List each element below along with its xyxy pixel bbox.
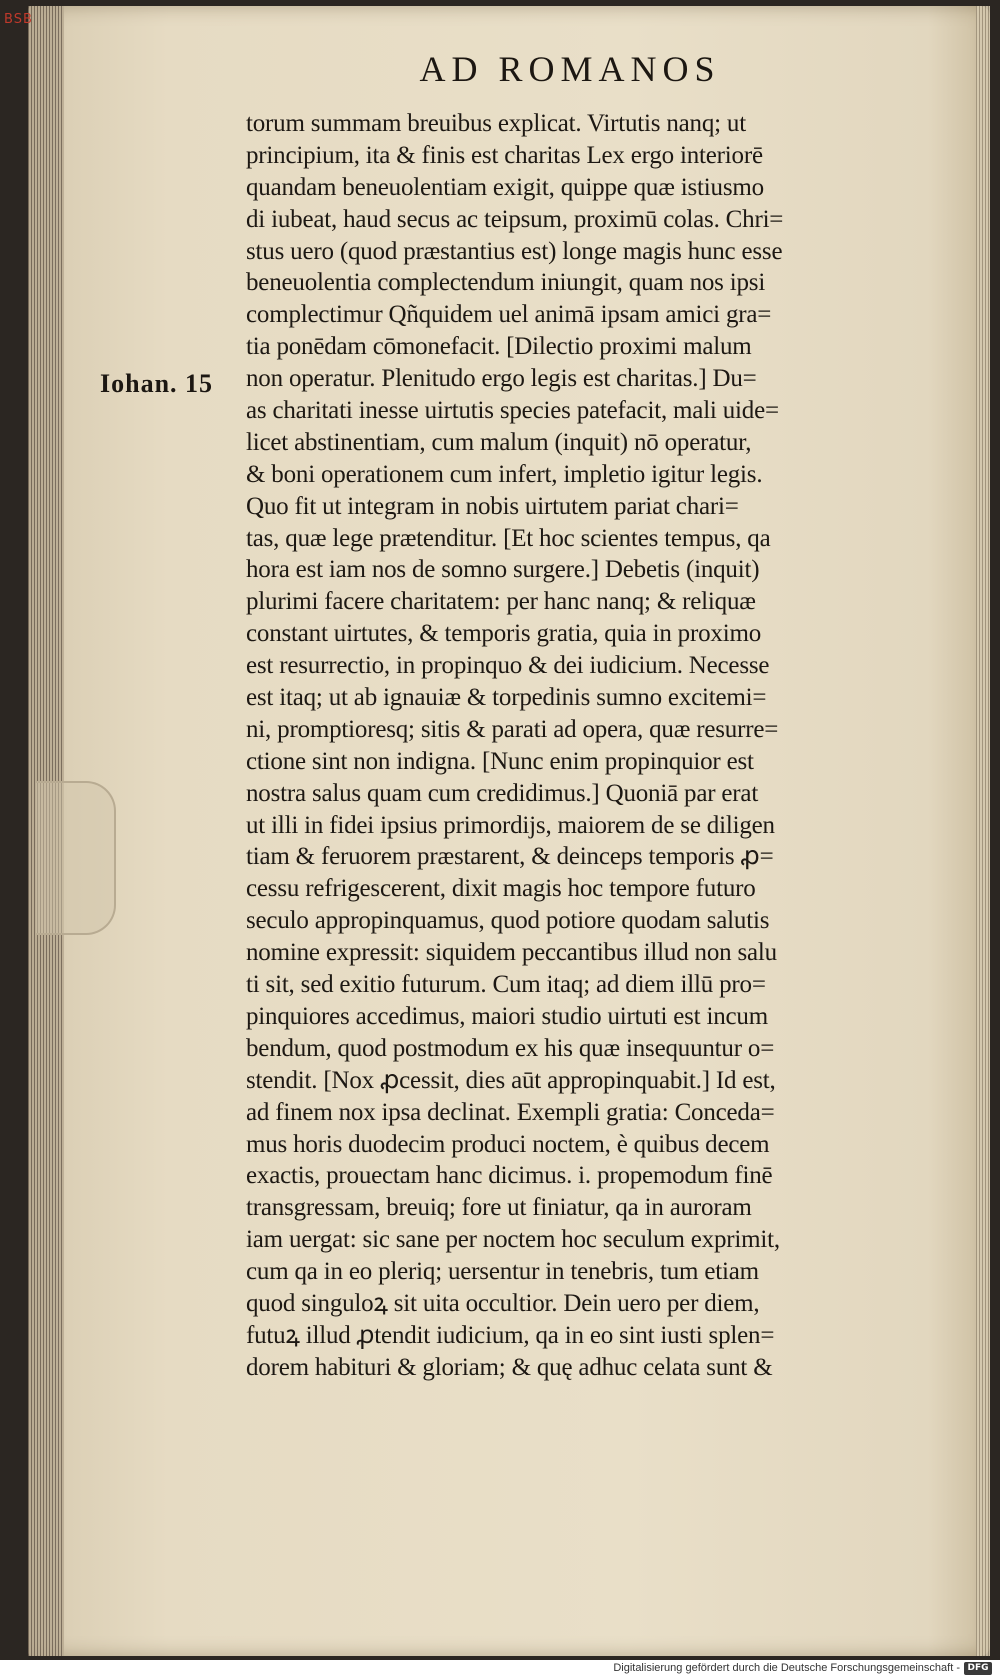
library-stamp: BSB (4, 12, 33, 27)
text-line: seculo appropinquamus, quod potiore quodam salutis (246, 907, 770, 935)
text-line: non operatur. Plenitudo ergo legis est charitas.] Du= (246, 365, 757, 393)
text-line: licet abstinentiam, cum malum (inquit) nō operatur, (246, 428, 752, 456)
text-line: Quo fit ut integram in nobis uirtutem pariat chari= (246, 492, 739, 520)
text-line: cum qa in eo pleriq; uersentur in tenebris, tum etiam (246, 1258, 759, 1286)
dfg-logo: DFG (964, 1662, 992, 1675)
text-line: principium, ita & finis est charitas Lex ergo interiorē (246, 141, 763, 169)
text-line: tia ponēdam cōmonefacit. [Dilectio proximi malum (246, 333, 752, 361)
text-line: stendit. [Nox ꝓcessit, dies aūt appropinquabit.] Id est, (246, 1066, 776, 1094)
text-line: ctione sint non indigna. [Nunc enim propinquior est (246, 747, 754, 775)
text-line: nostra salus quam cum credidimus.] Quoniā par erat (246, 779, 759, 807)
text-line: tiam & feruorem præstarent, & deinceps temporis ꝓ= (246, 843, 774, 871)
text-line: nomine expressit: siquidem peccantibus illud non salu (246, 939, 777, 967)
text-line: est resurrectio, in propinquo & dei iudicium. Necesse (246, 652, 770, 680)
text-line: ti sit, sed exitio futurum. Cum itaq; ad diem illū pro= (246, 971, 766, 999)
marginal-note: Iohan. 15 (100, 369, 214, 398)
text-line: ad finem nox ipsa declinat. Exempli gratia: Conceda= (246, 1098, 775, 1126)
text-line: constant uirtutes, & temporis gratia, quia in proximo (246, 620, 761, 648)
text-line: transgressam, breuiq; fore ut finiatur, qa in auroram (246, 1194, 752, 1222)
text-line: ut illi in fidei ipsius primordijs, maiorem de se diligen (246, 811, 775, 839)
text-line: bendum, quod postmodum ex his quæ insequuntur o= (246, 1034, 775, 1062)
footer-credit: Digitalisierung gefördert durch die Deutsche Forschungsgemeinschaft - (613, 1662, 960, 1674)
text-line: tas, quæ lege prætenditur. [Et hoc scientes tempus, qa (246, 524, 771, 552)
text-line: di iubeat, haud secus ac teipsum, proximū colas. Chri= (246, 205, 784, 233)
text-line: iam uergat: sic sane per noctem hoc seculum exprimit, (246, 1226, 780, 1254)
text-line: mus horis duodecim produci noctem, è quibus decem (246, 1130, 770, 1158)
running-head: AD ROMANOS (419, 49, 721, 89)
text-line: quod singuloꝝ sit uita occultior. Dein uero per diem, (246, 1289, 760, 1317)
text-line: plurimi facere charitatem: per hanc nanq; & reliquæ (246, 588, 756, 616)
page-clip-mark (36, 781, 116, 935)
text-line: stus uero (quod præstantius est) longe magis hunc esse (246, 237, 783, 265)
text-line: beneuolentia complectendum iniungit, quam nos ipsi (246, 269, 766, 297)
text-line: hora est iam nos de somno surgere.] Debetis (inquit) (246, 556, 760, 584)
body-text (246, 108, 966, 1384)
text-line: dorem habituri & gloriam; & quę adhuc celata sunt & (246, 1353, 773, 1381)
text-line: est itaq; ut ab ignauiæ & torpedinis sumno excitemi= (246, 684, 767, 712)
text-line: & boni operationem cum infert, impletio igitur legis. (246, 460, 763, 488)
text-line: quandam beneuolentiam exigit, quippe quæ istiusmo (246, 173, 764, 201)
text-line: cessu refrigescerent, dixit magis hoc tempore futuro (246, 875, 756, 903)
page-stack-right (976, 6, 990, 1656)
text-line: ni, promptioresq; sitis & parati ad opera, quæ resurre= (246, 715, 779, 743)
text-line: torum summam breuibus explicat. Virtutis nanq; ut (246, 110, 746, 137)
text-line: futuꝝ illud ꝓtendit iudicium, qa in eo sint iusti splen= (246, 1321, 775, 1349)
text-line: pinquiores accedimus, maiori studio uirtuti est incum (246, 1002, 768, 1030)
text-line: complectimur Qñquidem uel animā ipsam amici gra= (246, 301, 772, 329)
text-line: as charitati inesse uirtutis species patefacit, mali uide= (246, 397, 779, 425)
text-line: exactis, prouectam hanc dicimus. i. propemodum finē (246, 1162, 773, 1190)
